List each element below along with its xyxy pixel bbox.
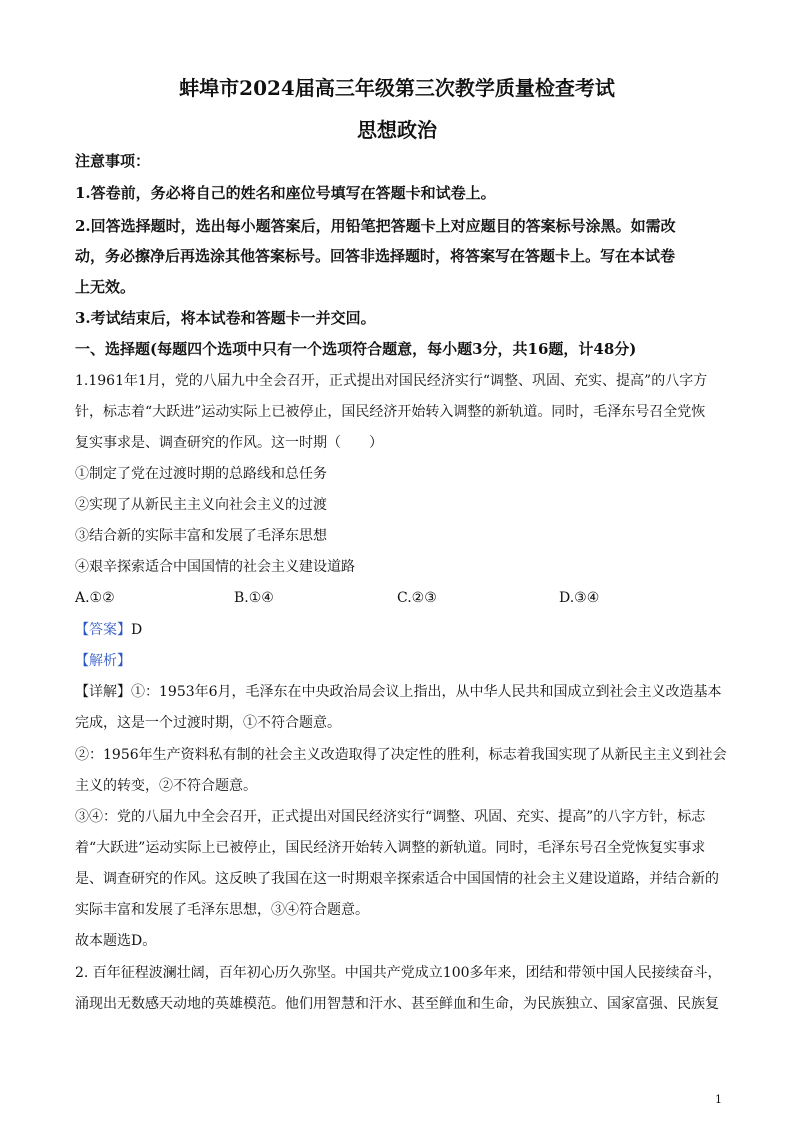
subject-title: 思想政治	[357, 118, 437, 142]
notice-heading: 注意事项：	[75, 152, 151, 170]
q1-option-d: D.③④	[559, 590, 600, 606]
q1-statement-4: ④艰辛探索适合中国国情的社会主义建设道路	[75, 559, 355, 575]
q1-answer	[75, 621, 725, 639]
notice-line-1: 1.答卷前，务必将自己的姓名和座位号填写在答题卡和试卷上。	[75, 184, 496, 202]
q1-detail-line-9: 故本题选D。	[75, 933, 157, 949]
page-number: 1	[715, 1093, 722, 1106]
notice-line-5: 3.考试结束后，将本试卷和答题卡一并交回。	[75, 309, 376, 327]
q1-detail-line-5: ③④：党的八届九中全会召开，正式提出对国民经济实行“调整、巩固、充实、提高”的八字方针，标志	[75, 809, 706, 825]
q1-analysis	[75, 652, 725, 670]
q1-detail-line-1	[75, 683, 725, 701]
q1-detail-line-7: 是、调查研究的作风。这反映了我国在这一时期艰辛探索适合中国国情的社会主义建设道路，并结合新的	[75, 871, 719, 887]
q1-detail-line-8: 实际丰富和发展了毛泽东思想，③④符合题意。	[75, 902, 369, 918]
answer-value: D	[131, 622, 143, 638]
q1-statement-3: ③结合新的实际丰富和发展了毛泽东思想	[75, 528, 327, 544]
q1-detail-line-3: ②：1956年生产资料私有制的社会主义改造取得了决定性的胜利，标志着我国实现了从新民主主义到社会	[75, 747, 727, 763]
notice-line-4: 上无效。	[75, 278, 136, 296]
q1-statement-2: ②实现了从新民主主义向社会主义的过渡	[75, 497, 327, 513]
q1-stem-line-3: 复实事求是、调查研究的作风。这一时期（ ）	[75, 435, 383, 451]
notice-line-3: 动，务必擦净后再选涂其他答案标号。回答非选择题时，将答案写在答题卡上。写在本试卷	[75, 247, 676, 265]
q1-statement-1: ①制定了党在过渡时期的总路线和总任务	[75, 466, 327, 482]
q1-option-a: A.①②	[75, 590, 115, 606]
q1-detail-line-4: 主义的转变，②不符合题意。	[75, 778, 257, 794]
q2-stem-line-2: 涌现出无数感天动地的英雄模范。他们用智慧和汗水、甚至鲜血和生命，为民族独立、国家富强、民族复	[75, 996, 719, 1012]
detail-text-1: ①：1953年6月，毛泽东在中央政治局会议上指出，从中华人民共和国成立到社会主义改造基本	[131, 684, 722, 700]
detail-tag: 【详解】	[75, 684, 131, 700]
q1-stem-line-1: 1.1961年1月，党的八届九中全会召开，正式提出对国民经济实行“调整、巩固、充实、提高”的八字方	[75, 373, 708, 389]
q2-stem-line-1: 2. 百年征程波澜壮阔，百年初心历久弥坚。中国共产党成立100多年来，团结和带领中国人民接续奋斗，	[75, 965, 722, 981]
analysis-tag: 【解析】	[75, 653, 131, 669]
q1-option-b: B.①④	[234, 590, 274, 606]
q1-option-c: C.②③	[397, 590, 437, 606]
q1-detail-line-2: 完成，这是一个过渡时期，①不符合题意。	[75, 715, 341, 731]
section-heading: 一、选择题(每题四个选项中只有一个选项符合题意，每小题3分，共16题，计48分)	[75, 340, 637, 358]
q1-stem-line-2: 针，标志着“大跃进”运动实际上已被停止，国民经济开始转入调整的新轨道。同时，毛泽东号召全党恢	[75, 404, 706, 420]
answer-tag: 【答案】	[75, 622, 131, 638]
exam-title: 蚌埠市2024届高三年级第三次教学质量检查考试	[179, 76, 615, 100]
q1-detail-line-6: 着“大跃进”运动实际上已被停止，国民经济开始转入调整的新轨道。同时，毛泽东号召全党恢复实事求	[75, 840, 706, 856]
notice-line-2: 2.回答选择题时，选出每小题答案后，用铅笔把答题卡上对应题目的答案标号涂黑。如需改	[75, 217, 676, 235]
